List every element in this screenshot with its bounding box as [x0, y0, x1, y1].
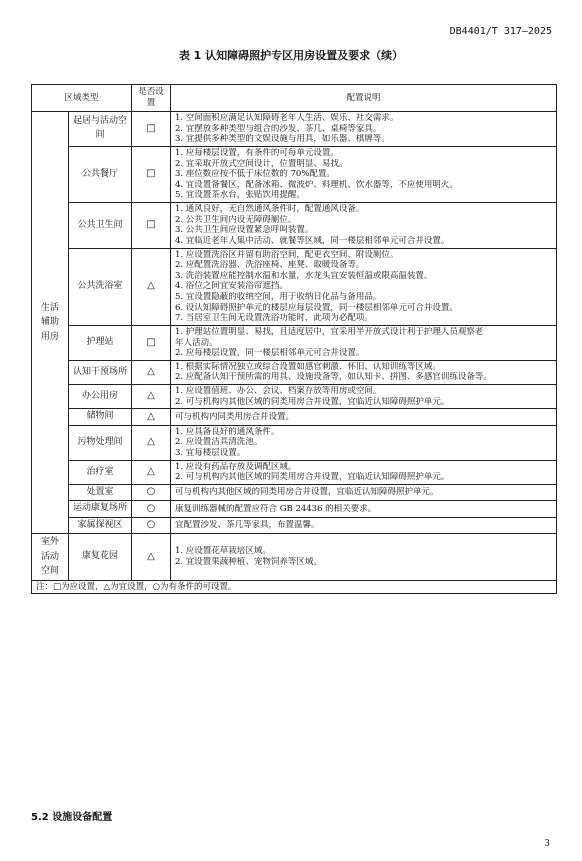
description-line: 3. 公共卫生间应设置紧急呼叫装置。: [175, 225, 314, 236]
section-heading: 5.2 设施设备配置: [31, 812, 113, 823]
room-type-cell: 认知干预场所: [69, 360, 132, 384]
room-requirements-table: [31, 84, 557, 594]
description-line: 1. 应设置花草栽培区域。: [175, 546, 271, 557]
description-cell: [171, 112, 557, 147]
room-type-cell: 公共餐厅: [69, 146, 132, 202]
description-line: 3. 洗浴装置应能控制水温和水量，水龙头宜安装恒温或限高温装置。: [175, 270, 433, 281]
description-line: 4. 宜临近老年人集中活动、就餐等区域，同一楼层相邻单元可合并设置。: [175, 235, 450, 246]
description-line: 2. 宜采取开放式空间设计，位置明显、易找。: [175, 158, 348, 169]
description-line: 5. 宜设置茶水台，张贴饮用提醒。: [175, 190, 305, 201]
area-type-cell: 生活辅助用房: [32, 112, 69, 534]
description-line: 可与机构内同类用房合并设置。: [175, 411, 295, 422]
table-row: [32, 325, 557, 360]
description-line: 6. 设认知障碍照护单元的楼层应每层设置，同一楼层相邻单元可合并设置。: [175, 302, 458, 313]
description-line: 2. 应配置洗浴器、洗浴座椅、座凳、取暖设备等。: [175, 260, 365, 271]
table-row: [32, 203, 557, 249]
description-cell: [171, 409, 557, 426]
column-header-area: 区域类型: [32, 85, 132, 112]
setup-flag-cell: △: [132, 409, 171, 426]
room-type-cell: 家属探视区: [69, 517, 132, 534]
document-code: DB4401/T 317—2025: [449, 26, 552, 37]
table-row: [32, 517, 557, 534]
table-title: 表 1 认知障碍照护专区用房设置及要求（续）: [178, 49, 404, 62]
description-line: 2. 应配备认知干预所需的用具、设施设备等，如认知卡、拼图、多感官训练设备等。: [175, 372, 492, 383]
description-line: 1. 应设置洗浴区并留有助浴空间，配更衣空间、附设厕位。: [175, 249, 399, 260]
setup-flag-cell: △: [132, 460, 171, 484]
description-line: 1. 根据实际情况独立或综合设置如感官刺激、怀旧、认知训练等区域。: [175, 361, 441, 372]
setup-flag-cell: ○: [132, 517, 171, 534]
description-cell: [171, 460, 557, 484]
setup-flag-cell: △: [132, 534, 171, 580]
description-line: 1. 护理站位置明显、易找，且适度居中，宜采用半开放式设计利于护理人员观察老: [175, 326, 484, 337]
description-line: 1. 应设置值班、办公、会议、档案存放等用房或空间。: [175, 386, 382, 396]
description-line: 康复训练器械的配置应符合 GB 24436 的相关要求。: [175, 503, 377, 514]
page-number: 3: [544, 839, 550, 849]
room-type-cell: 运动康复场所: [69, 501, 132, 518]
description-line: 2. 公共卫生间内设无障碍厕位。: [175, 214, 297, 225]
description-line: 2. 应设置洁具清洗池。: [175, 437, 263, 448]
table-row: [32, 146, 557, 202]
table-row: [32, 409, 557, 426]
description-line: 1. 应具备良好的通风条件。: [175, 426, 280, 437]
description-line: 宜配置沙发、茶几等家具，布置温馨。: [175, 520, 320, 531]
room-type-cell: 起居与活动空间: [69, 112, 132, 147]
setup-flag-cell: □: [132, 203, 171, 249]
description-cell: [171, 517, 557, 534]
description-line: 2. 宜摆放多种类型与组合的沙发、茶几、桌椅等家具。: [175, 123, 382, 134]
table-row: [32, 460, 557, 484]
column-header-setup: 是否设置: [132, 85, 171, 112]
table-note-row: [32, 580, 557, 594]
description-cell: [171, 146, 557, 202]
description-cell: [171, 534, 557, 580]
description-line: 7. 当居室卫生间无设置洗浴功能时，此项为必配项。: [175, 313, 373, 324]
description-line: 2. 宜设置果蔬种植、宠物饲养等区域。: [175, 556, 322, 567]
description-cell: [171, 203, 557, 249]
description-cell: [171, 248, 557, 325]
room-type-cell: 护理站: [69, 325, 132, 360]
room-type-cell: 康复花园: [69, 534, 132, 580]
table-row: [32, 112, 557, 147]
setup-flag-cell: □: [132, 146, 171, 202]
area-type-cell: 室外活动空间: [32, 534, 69, 580]
room-type-cell: 公共洗浴室: [69, 248, 132, 325]
setup-flag-cell: ○: [132, 484, 171, 501]
description-cell: [171, 425, 557, 460]
room-type-cell: 办公用房: [69, 385, 132, 409]
table-row: [32, 385, 557, 409]
description-line: 4. 浴位之间宜安装浴帘遮挡。: [175, 281, 288, 292]
setup-flag-cell: □: [132, 112, 171, 147]
room-type-cell: 公共卫生间: [69, 203, 132, 249]
description-line: 1. 应设有药品存放及调配区域。: [175, 461, 297, 472]
description-line: 1. 应每楼层设置，有条件的可每单元设置。: [175, 147, 339, 158]
description-cell: [171, 385, 557, 409]
description-line: 2. 可与机构内其他区域的同类用房合并设置，宜临近认知障碍照护单元。: [175, 472, 450, 483]
description-line: 1. 空间面积应满足认知障碍老年人生活、娱乐、社交需求。: [175, 113, 399, 123]
description-line: 1. 通风良好，无自然通风条件时，配置通风设备。: [175, 204, 365, 214]
description-line: 3. 宜每楼层设置。: [175, 448, 246, 458]
room-type-cell: 储物间: [69, 409, 132, 426]
description-cell: [171, 325, 557, 360]
description-line: 可与机构内其他区域的同类用房合并设置，宜临近认知障碍照护单元。: [175, 487, 439, 498]
room-type-cell: 污物处理间: [69, 425, 132, 460]
table-row: [32, 248, 557, 325]
table-row: [32, 501, 557, 518]
description-line: 3. 座位数应按不低于床位数的 70%配置。: [175, 169, 335, 180]
setup-flag-cell: △: [132, 248, 171, 325]
column-header-description: 配置说明: [171, 85, 557, 112]
description-cell: [171, 501, 557, 518]
table-note: 注：□为应设置，△为宜设置，○为有条件的可设置。: [32, 580, 557, 594]
description-cell: [171, 360, 557, 384]
table-body: [32, 112, 557, 581]
setup-flag-cell: △: [132, 385, 171, 409]
description-line: 5. 宜设置隐蔽的收纳空间，用于收纳日化品与备用品。: [175, 292, 382, 302]
description-line: 2. 可与机构内其他区域的同类用房合并设置，宜临近认知障碍照护单元。: [175, 396, 450, 407]
description-line: 3. 宜提供多种类型的文娱设施与用具，如乐器、棋牌等。: [175, 134, 390, 145]
setup-flag-cell: △: [132, 425, 171, 460]
table-row: [32, 484, 557, 501]
description-line: 年人活动。: [175, 337, 218, 348]
description-line: 2. 应每楼层设置，同一楼层相邻单元可合并设置。: [175, 348, 365, 359]
setup-flag-cell: □: [132, 325, 171, 360]
table-row: [32, 425, 557, 460]
room-type-cell: 处置室: [69, 484, 132, 501]
description-line: 4. 宜设置备餐区，配备冰箱、微波炉、料理机、饮水器等，不应使用明火。: [175, 179, 458, 190]
room-type-cell: 治疗室: [69, 460, 132, 484]
table-row: [32, 360, 557, 384]
setup-flag-cell: ○: [132, 501, 171, 518]
setup-flag-cell: △: [132, 360, 171, 384]
table-header-row: [32, 85, 557, 112]
description-cell: [171, 484, 557, 501]
table-row: [32, 534, 557, 580]
